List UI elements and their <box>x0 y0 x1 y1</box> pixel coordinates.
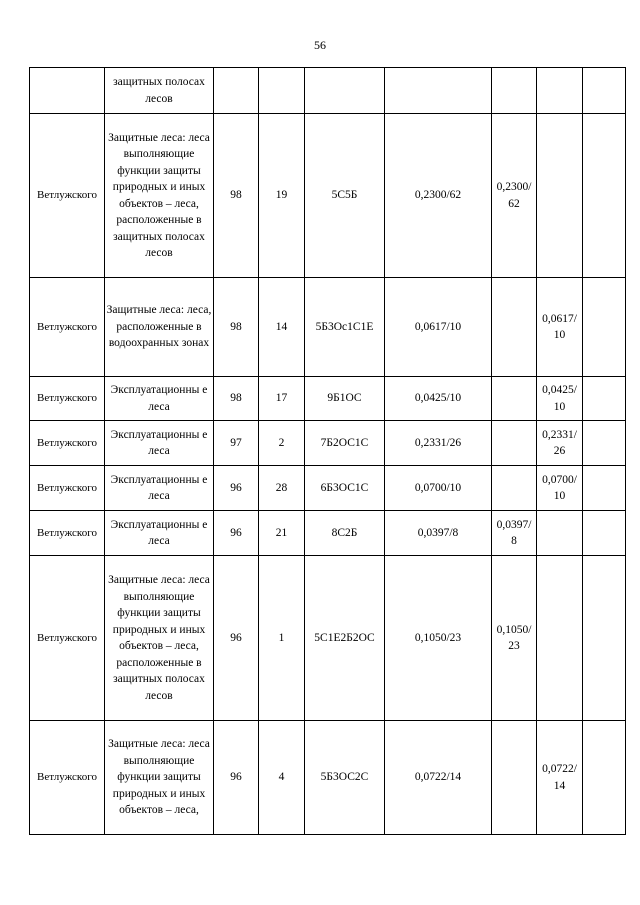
vydel-cell: 1 <box>259 556 305 721</box>
table-row <box>30 511 626 556</box>
category-cell: Защитные леса: леса, расположенные в водоохранных зонах <box>105 278 214 377</box>
category-cell: Эксплуатационны е леса <box>105 421 214 466</box>
value-cell-8 <box>583 721 626 835</box>
value-cell-8 <box>583 511 626 556</box>
vydel-cell: 4 <box>259 721 305 835</box>
vydel-cell: 17 <box>259 377 305 421</box>
kvartal-cell: 98 <box>214 377 259 421</box>
region-cell: Ветлужского <box>30 377 105 421</box>
region-cell: Ветлужского <box>30 278 105 377</box>
composition-cell: 9Б1ОС <box>305 377 385 421</box>
composition-cell: 5Б3ОС2С <box>305 721 385 835</box>
region-cell: Ветлужского <box>30 556 105 721</box>
kvartal-cell: 96 <box>214 511 259 556</box>
area-volume-cell: 0,1050/23 <box>385 556 492 721</box>
vydel-cell <box>259 68 305 114</box>
table-row <box>30 721 626 835</box>
page-number: 56 <box>314 38 326 52</box>
category-cell: Эксплуатационны е леса <box>105 377 214 421</box>
value-cell-8 <box>583 68 626 114</box>
composition-cell: 5С1Е2Б2ОС <box>305 556 385 721</box>
table-row <box>30 278 626 377</box>
value-cell-8 <box>583 377 626 421</box>
region-cell: Ветлужского <box>30 466 105 511</box>
area-volume-cell: 0,0397/8 <box>385 511 492 556</box>
area-volume-cell <box>385 68 492 114</box>
value-cell-8 <box>583 421 626 466</box>
region-cell <box>30 68 105 114</box>
category-cell: Эксплуатационны е леса <box>105 511 214 556</box>
value-cell-8 <box>583 114 626 278</box>
category-cell: Эксплуатационны е леса <box>105 466 214 511</box>
category-cell: защитных полосах лесов <box>105 68 214 114</box>
value-cell-8 <box>583 466 626 511</box>
value-cell-6: 0,1050/ 23 <box>492 556 537 721</box>
composition-cell: 5С5Б <box>305 114 385 278</box>
area-volume-cell: 0,0722/14 <box>385 721 492 835</box>
category-cell: Защитные леса: леса выполняющие функции защиты природных и иных объектов – леса, <box>105 721 214 835</box>
value-cell-6 <box>492 721 537 835</box>
table-row <box>30 556 626 721</box>
value-cell-7: 0,2331/ 26 <box>537 421 583 466</box>
region-cell: Ветлужского <box>30 721 105 835</box>
kvartal-cell: 98 <box>214 278 259 377</box>
value-cell-7 <box>537 556 583 721</box>
value-cell-7: 0,0425/ 10 <box>537 377 583 421</box>
value-cell-6 <box>492 68 537 114</box>
value-cell-6 <box>492 421 537 466</box>
composition-cell: 5Б3Ос1С1Е <box>305 278 385 377</box>
value-cell-8 <box>583 278 626 377</box>
value-cell-7: 0,0722/ 14 <box>537 721 583 835</box>
value-cell-6: 0,0397/ 8 <box>492 511 537 556</box>
vydel-cell: 28 <box>259 466 305 511</box>
value-cell-6: 0,2300/ 62 <box>492 114 537 278</box>
kvartal-cell: 96 <box>214 721 259 835</box>
area-volume-cell: 0,2300/62 <box>385 114 492 278</box>
composition-cell: 7Б2ОС1С <box>305 421 385 466</box>
area-volume-cell: 0,0700/10 <box>385 466 492 511</box>
value-cell-7 <box>537 68 583 114</box>
area-volume-cell: 0,0617/10 <box>385 278 492 377</box>
table-row <box>30 68 626 114</box>
composition-cell: 8С2Б <box>305 511 385 556</box>
table-row <box>30 114 626 278</box>
value-cell-6 <box>492 466 537 511</box>
area-volume-cell: 0,2331/26 <box>385 421 492 466</box>
table-row <box>30 466 626 511</box>
category-cell: Защитные леса: леса выполняющие функции защиты природных и иных объектов – леса, расположенные в защитных полосах лесов <box>105 556 214 721</box>
kvartal-cell: 96 <box>214 466 259 511</box>
vydel-cell: 14 <box>259 278 305 377</box>
value-cell-7: 0,0617/ 10 <box>537 278 583 377</box>
vydel-cell: 21 <box>259 511 305 556</box>
table-row <box>30 421 626 466</box>
table-row <box>30 377 626 421</box>
kvartal-cell: 96 <box>214 556 259 721</box>
kvartal-cell <box>214 68 259 114</box>
area-volume-cell: 0,0425/10 <box>385 377 492 421</box>
value-cell-7 <box>537 114 583 278</box>
region-cell: Ветлужского <box>30 421 105 466</box>
vydel-cell: 2 <box>259 421 305 466</box>
value-cell-6 <box>492 377 537 421</box>
kvartal-cell: 97 <box>214 421 259 466</box>
category-cell: Защитные леса: леса выполняющие функции защиты природных и иных объектов – леса, расположенные в защитных полосах лесов <box>105 114 214 278</box>
value-cell-7: 0,0700/ 10 <box>537 466 583 511</box>
composition-cell <box>305 68 385 114</box>
region-cell: Ветлужского <box>30 114 105 278</box>
composition-cell: 6Б3ОС1С <box>305 466 385 511</box>
value-cell-7 <box>537 511 583 556</box>
value-cell-6 <box>492 278 537 377</box>
vydel-cell: 19 <box>259 114 305 278</box>
region-cell: Ветлужского <box>30 511 105 556</box>
value-cell-8 <box>583 556 626 721</box>
kvartal-cell: 98 <box>214 114 259 278</box>
forest-plots-table <box>29 67 626 835</box>
